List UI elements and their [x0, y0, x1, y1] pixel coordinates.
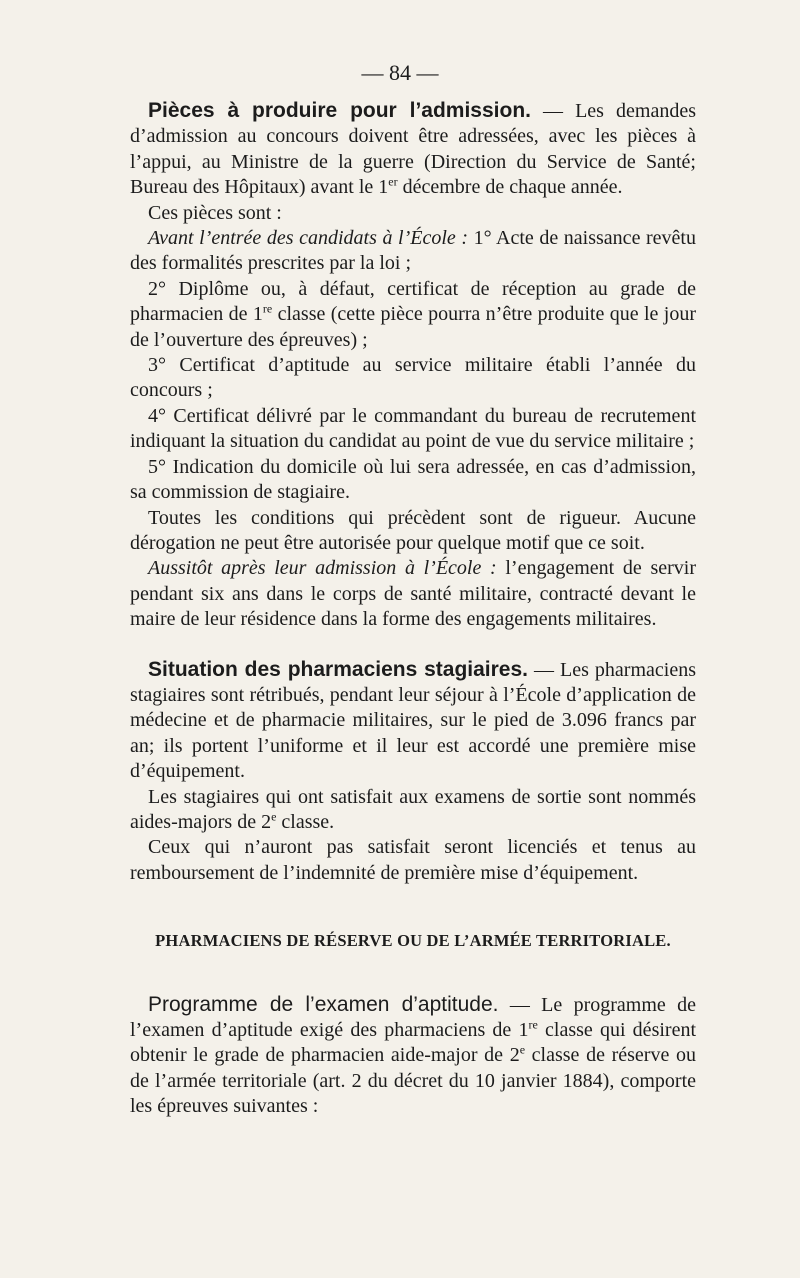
page-body — [130, 98, 696, 1120]
aussitot-paragraph — [130, 556, 696, 632]
item-3: 3° Certificat d’aptitude au service militaire établi l’année du concours ; — [130, 354, 696, 402]
programme-paragraph — [130, 992, 696, 1120]
item-1-text: 1° Acte de naissance revêtu des formalités prescrites par la loi ; — [130, 227, 696, 275]
avant-label: Avant l’entrée des candidats à l’École : — [148, 227, 468, 250]
situation-text: — Les pharmaciens stagiaires sont rétribués, pendant leur séjour à l’École d’application de médecine et de pharmacie militaires, sur le pied de 3.096 francs par an; ils portent l’uniforme et il leur est accordé une première mise d’équipement. — [130, 658, 696, 783]
item-2-start: 2° Diplôme ou, à défaut, certificat de réception au grade de pharmacien de 1 — [130, 277, 696, 326]
admission-paragraph — [130, 98, 696, 201]
rigueur-paragraph: Toutes les conditions qui précèdent sont de rigueur. Aucune dérogation ne peut être autorisée pour quelque motif que ce soit. — [130, 506, 696, 554]
item-4: 4° Certificat délivré par le commandant du bureau de recrutement indiquant la situation du candidat au point de vue du service militaire ; — [130, 404, 696, 453]
pieces-intro: Ces pièces sont : — [148, 201, 282, 224]
situation-heading: Situation des pharmaciens stagiaires. — [148, 657, 529, 681]
programme-text-b: classe qui désirent obtenir le grade de pharmacien aide-major de 2 — [130, 1019, 696, 1067]
programme-heading: Programme de l’examen d’aptitude. — [148, 992, 499, 1016]
situation-paragraph-2 — [130, 785, 696, 836]
programme-sup-b: e — [519, 1042, 526, 1057]
item-2 — [130, 277, 696, 353]
admission-intro-sup: er — [388, 174, 398, 189]
situation-p2-end: classe. — [276, 810, 335, 833]
situation-paragraph — [130, 657, 696, 785]
situation-p2-sup: e — [271, 809, 277, 824]
situation-p2-start: Les stagiaires qui ont satisfait aux examens de sortie sont nommés aides-majors de 2 — [130, 785, 696, 833]
aussitot-text: l’engagement de servir pendant six ans dans le corps de santé militaire, contracté devant le maire de leur résidence dans la forme des engagements militaires. — [130, 557, 696, 631]
programme-text-c: classe de réserve ou de l’armée territoriale (art. 2 du décret du 10 janvier 1884), comporte les épreuves suivantes : — [130, 1044, 696, 1118]
page-number: — 84 — — [361, 60, 439, 85]
item-1 — [130, 226, 696, 277]
programme-sup-a: re — [528, 1017, 538, 1032]
situation-paragraph-3: Ceux qui n’auront pas satisfait seront licenciés et tenus au remboursement de l’indemnité de première mise d’équipement. — [130, 836, 696, 884]
item-2-sup: re — [262, 301, 273, 316]
admission-intro: — Les demandes d’admission au concours doivent être adressées, avec les pièces à l’appui, au Ministre de la guerre (Direction du Service de Santé; Bureau des Hôpitaux) avant le 1 — [130, 100, 696, 199]
item-2-end: classe (cette pièce pourra n’être produite que le jour de l’ouverture des épreuves) ; — [130, 303, 696, 351]
admission-intro-end: décembre de chaque année. — [397, 176, 623, 199]
admission-heading: Pièces à produire pour l’admission. — [148, 99, 531, 122]
programme-text-a: — Le programme de l’examen d’aptitude exigé des pharmaciens de 1 — [130, 993, 696, 1041]
item-5: 5° Indication du domicile où lui sera adressée, en cas d’admission, sa commission de stagiaire. — [130, 455, 696, 504]
aussitot-label: Aussitôt après leur admission à l’École : — [148, 557, 497, 580]
section-title: PHARMACIENS DE RÉSERVE OU DE L’ARMÉE TERRITORIALE. — [155, 931, 671, 951]
